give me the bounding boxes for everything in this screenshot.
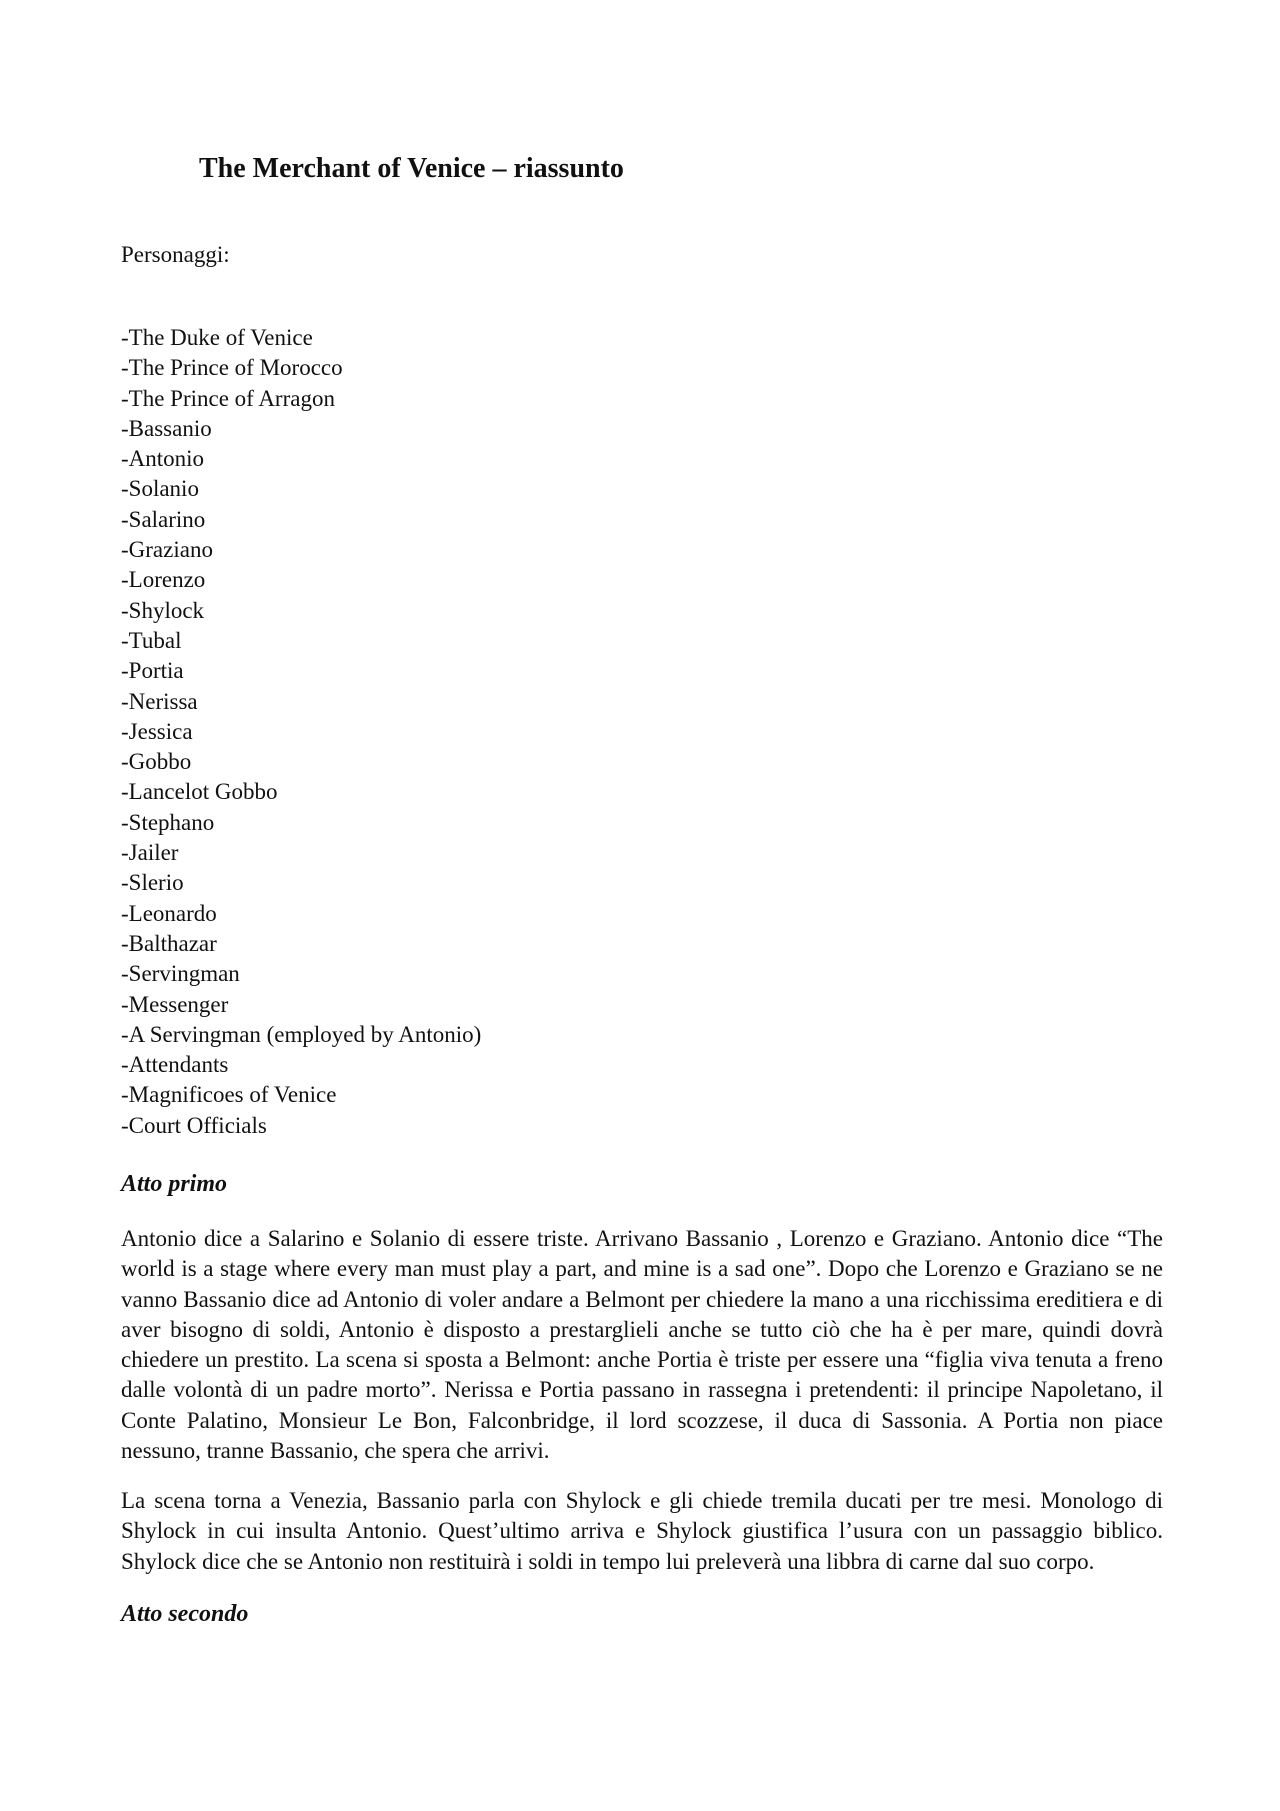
list-item: -Lancelot Gobbo bbox=[121, 779, 278, 805]
act1-paragraph: La scena torna a Venezia, Bassanio parla con Shylock e gli chiede tremila ducati per tre mesi. Monologo di Shylock in cui insulta Antonio. Quest’ultimo arriva e Shylock giustifica l’usura con un passaggio biblico. Shylock dice che se Antonio non restituirà i soldi in tempo lui preleverà una libbra di carne dal suo corpo. bbox=[121, 1488, 1163, 1574]
list-item: -Balthazar bbox=[121, 930, 217, 956]
list-item: -Gobbo bbox=[121, 749, 192, 775]
list-item: -Shylock bbox=[121, 597, 205, 623]
list-item: -The Prince of Morocco bbox=[121, 355, 343, 381]
act2-title: Atto secondo bbox=[121, 1601, 249, 1627]
list-item: -Stephano bbox=[121, 809, 215, 835]
list-item: -The Duke of Venice bbox=[121, 325, 313, 350]
act1-paragraph-2-block bbox=[121, 1486, 1163, 1577]
list-item: -Salarino bbox=[121, 506, 206, 532]
list-item: -Jailer bbox=[121, 840, 179, 866]
act1-title: Atto primo bbox=[121, 1171, 228, 1197]
list-item: -Nerissa bbox=[121, 688, 198, 714]
list-item: -Magnificoes of Venice bbox=[121, 1082, 337, 1108]
list-item: -A Servingman (employed by Antonio) bbox=[121, 1021, 482, 1047]
list-item: -Antonio bbox=[121, 446, 205, 472]
list-item: -Solanio bbox=[121, 476, 199, 502]
list-item: -Court Officials bbox=[121, 1112, 267, 1138]
characters-list bbox=[121, 323, 481, 1141]
list-item: -Leonardo bbox=[121, 900, 217, 926]
list-item: -Lorenzo bbox=[121, 567, 206, 593]
list-item: -Jessica bbox=[121, 718, 193, 744]
list-item: -Portia bbox=[121, 658, 184, 684]
list-item: -Tubal bbox=[121, 627, 182, 653]
act1-paragraph: Antonio dice a Salarino e Solanio di essere triste. Arrivano Bassanio , Lorenzo e Graziano. Antonio dice “The world is a stage where every man must play a part, and mine is a sad one”. Dopo che Lorenzo e Graziano se ne vanno Bassanio dice ad Antonio di voler andare a Belmont per chiedere la mano a una ricchissima ereditiera e di aver bisogno di soldi, Antonio è disposto a prestarglieli anche se tutto ciò che ha è per mare, quindi dovrà chiedere un prestito. La scena si sposta a Belmont: anche Portia è triste per essere una “figlia viva tenuta a freno dalle volontà di un padre morto”. Nerissa e Portia passano in rassegna i pretendenti: il principe Napoletano, il Conte Palatino, Monsieur Le Bon, Falconbridge, il lord scozzese, il duca di Sassonia. A Portia non piace nessuno, tranne Bassanio, che spera che arrivi. bbox=[121, 1226, 1163, 1464]
list-item: -Servingman bbox=[121, 961, 240, 987]
list-item: -Messenger bbox=[121, 991, 229, 1017]
list-item: -Bassanio bbox=[121, 415, 212, 441]
characters-label: Personaggi: bbox=[121, 242, 230, 267]
list-item: -The Prince of Arragon bbox=[121, 385, 335, 411]
act1-heading-block bbox=[121, 1168, 1163, 1200]
list-item: -Slerio bbox=[121, 870, 184, 896]
act1-paragraph-1-block bbox=[121, 1224, 1163, 1466]
list-item: -Graziano bbox=[121, 537, 213, 563]
list-item: -Attendants bbox=[121, 1052, 229, 1078]
document-title: The Merchant of Venice – riassunto bbox=[199, 153, 624, 184]
act2-heading-block bbox=[121, 1598, 1163, 1630]
